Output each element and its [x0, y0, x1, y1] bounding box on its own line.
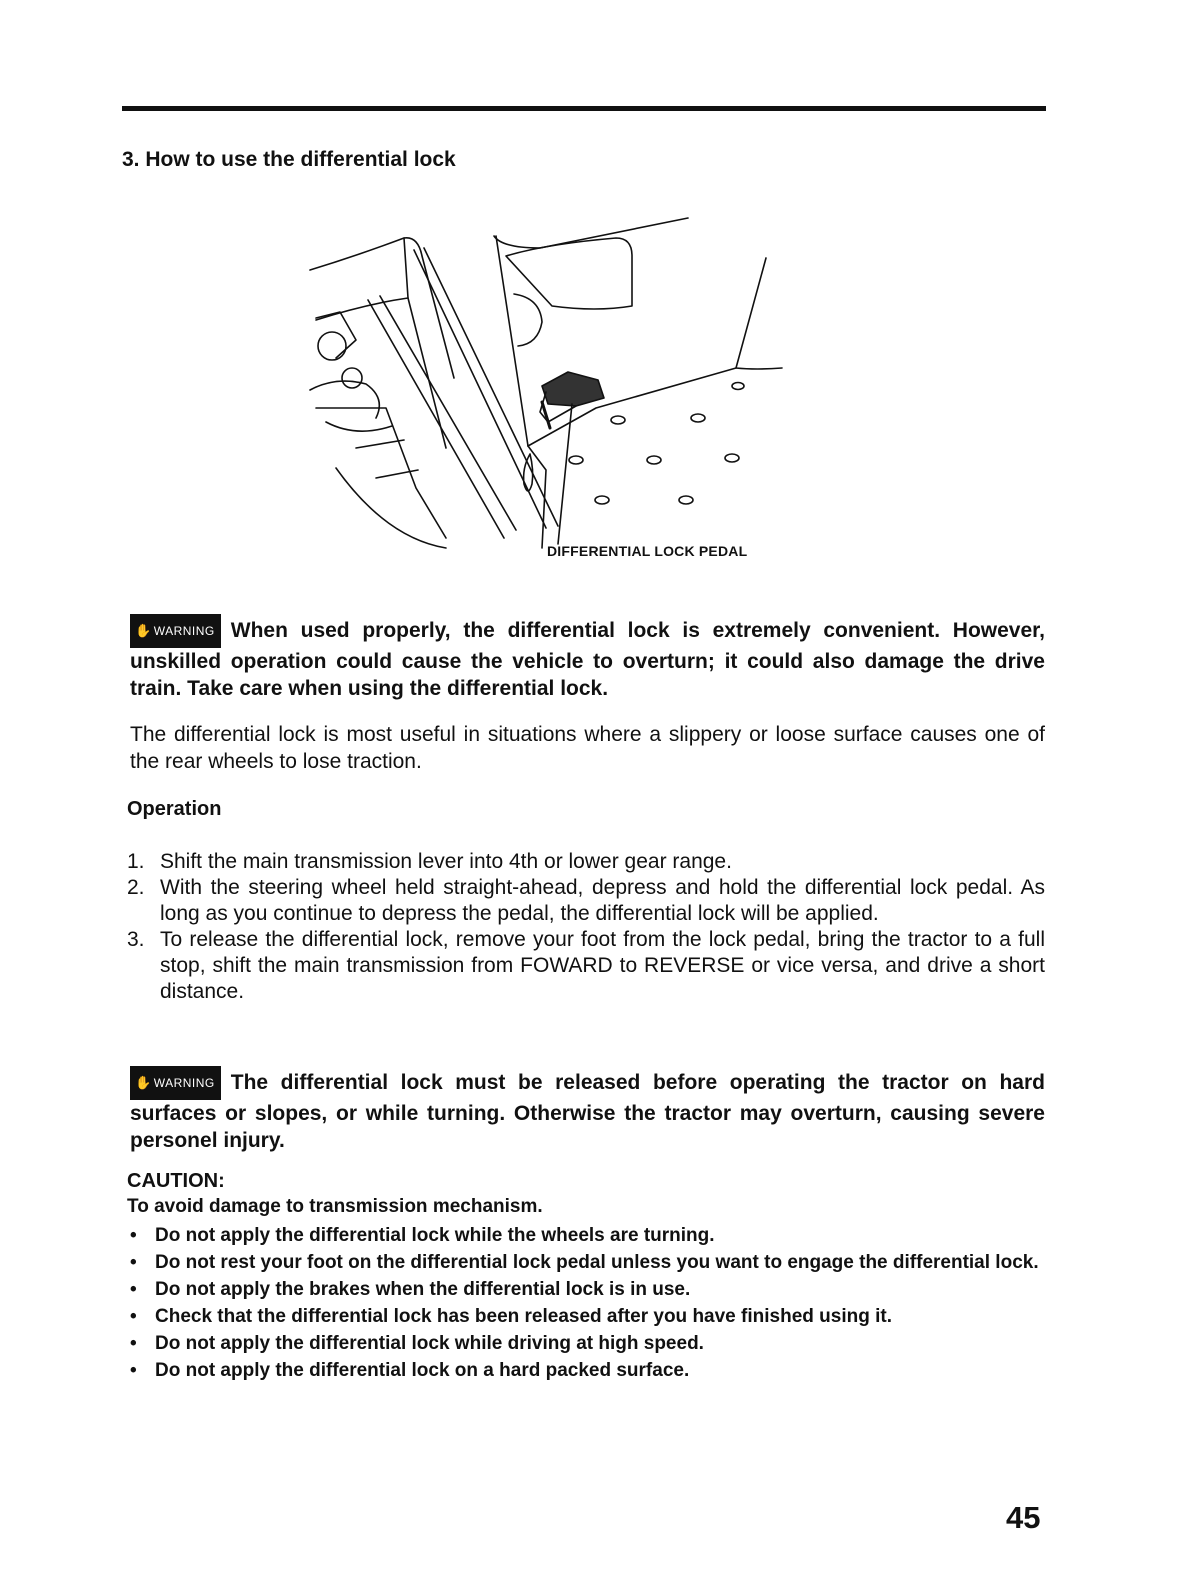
list-item [127, 849, 1045, 875]
step-number: 2. [127, 876, 145, 899]
bullet-icon: • [130, 1279, 137, 1300]
list-item [127, 1222, 1045, 1249]
list-item [127, 1303, 1045, 1330]
caution-list [127, 1222, 1045, 1384]
caution-lead: To avoid damage to transmission mechanism. [127, 1196, 543, 1217]
list-item [127, 927, 1045, 1005]
bullet-icon: • [130, 1225, 137, 1246]
caution-title: CAUTION: [127, 1170, 225, 1192]
bullet-icon: • [130, 1333, 137, 1354]
warning-badge: ✋ WARNING [130, 614, 221, 648]
warning-1 [130, 614, 1045, 702]
list-item [127, 1249, 1045, 1276]
caution-item-text: Do not rest your foot on the differential lock pedal unless you want to engage the differential lock. [155, 1252, 1039, 1273]
caution-item-text: Do not apply the differential lock on a hard packed surface. [155, 1360, 690, 1381]
differential-lock-pedal-illustration [296, 208, 796, 578]
warning-2-text: The differential lock must be released before operating the tractor on hard surfaces or slopes, or while turning. Otherwise the tractor may overturn, causing severe personel injury. [130, 1071, 1045, 1152]
caution-item-text: Do not apply the brakes when the differential lock is in use. [155, 1279, 691, 1300]
step-number: 1. [127, 850, 145, 873]
caution-item-text: Check that the differential lock has been released after you have finished using it. [155, 1306, 892, 1327]
step-text: To release the differential lock, remove your foot from the lock pedal, bring the tractor to a full stop, shift the main transmission from FOWARD to REVERSE or vice versa, and drive a short distance. [160, 928, 1045, 1003]
section-title: 3. How to use the differential lock [122, 148, 456, 171]
caution-item-text: Do not apply the differential lock while driving at high speed. [155, 1333, 704, 1354]
operation-steps [127, 849, 1045, 1005]
operation-heading: Operation [127, 798, 222, 820]
intro-paragraph: The differential lock is most useful in situations where a slippery or loose surface causes one of the rear wheels to lose traction. [130, 723, 1045, 773]
step-number: 3. [127, 928, 145, 951]
step-text: Shift the main transmission lever into 4th or lower gear range. [160, 850, 732, 873]
list-item [127, 1330, 1045, 1357]
figure-label: DIFFERENTIAL LOCK PEDAL [547, 543, 748, 559]
warning-badge: ✋ WARNING [130, 1066, 221, 1100]
bullet-icon: • [130, 1360, 137, 1381]
warning-hand-icon: ✋ [135, 1075, 152, 1090]
list-item [127, 1276, 1045, 1303]
warning-hand-icon: ✋ [135, 623, 152, 638]
list-item [127, 875, 1045, 927]
page-number: 45 [1006, 1500, 1041, 1535]
warning-2 [130, 1066, 1045, 1154]
bullet-icon: • [130, 1306, 137, 1327]
list-item [127, 1357, 1045, 1384]
step-text: With the steering wheel held straight-ahead, depress and hold the differential lock pedal. As long as you continue to depress the pedal, the differential lock will be applied. [160, 876, 1045, 925]
bullet-icon: • [130, 1252, 137, 1273]
warning-1-text: When used properly, the differential lock is extremely convenient. However, unskilled operation could cause the vehicle to overturn; it could also damage the drive train. Take care when using the differential lock. [130, 619, 1045, 700]
caution-item-text: Do not apply the differential lock while the wheels are turning. [155, 1225, 715, 1246]
header-rule [122, 106, 1046, 111]
